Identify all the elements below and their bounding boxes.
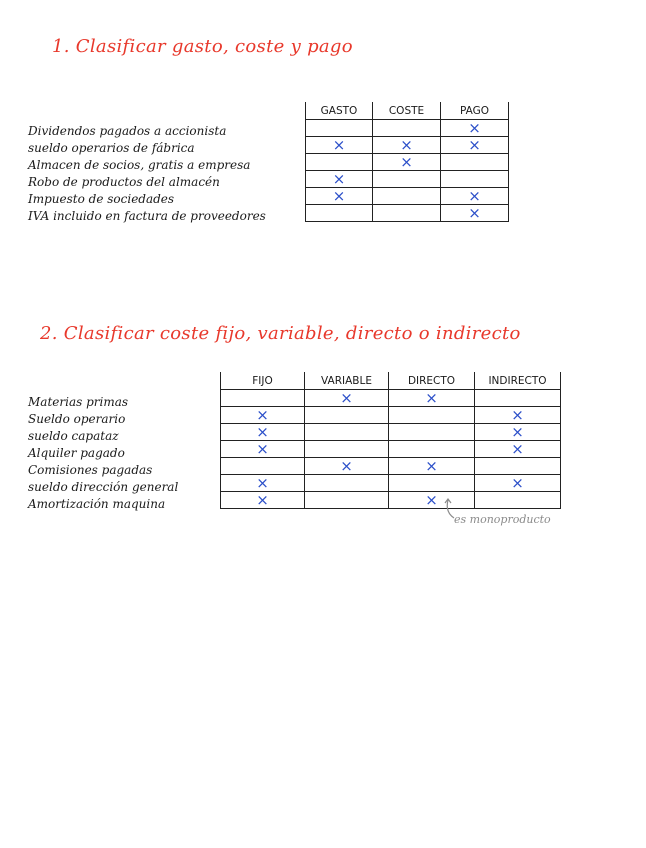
row-label: IVA incluido en factura de proveedores [28,209,266,223]
empty-cell [441,171,509,188]
check-mark-cell: × [373,137,441,154]
empty-cell [221,390,305,407]
empty-cell [475,390,561,407]
check-mark-cell: × [306,171,373,188]
empty-cell [306,205,373,222]
empty-cell [305,492,389,509]
table-row [221,424,561,441]
section1-row-labels [28,123,266,225]
row-label: Robo de productos del almacén [28,175,220,189]
check-mark-cell: × [389,458,475,475]
check-mark-cell: × [305,390,389,407]
check-mark-cell: × [306,188,373,205]
check-mark-cell: × [441,205,509,222]
table-row [306,137,509,154]
section1-table [305,102,509,222]
row-label: Almacen de socios, gratis a empresa [28,158,251,172]
empty-cell [389,441,475,458]
row-label: sueldo dirección general [28,480,179,494]
row-label: Amortización maquina [28,497,166,511]
table-row [221,492,561,509]
row-label: Impuesto de sociedades [28,192,175,206]
check-mark-cell: × [475,475,561,492]
empty-cell [305,424,389,441]
column-header: VARIABLE [305,372,389,390]
empty-cell [475,492,561,509]
table-row [221,407,561,424]
column-header: PAGO [441,102,509,120]
check-mark-cell: × [221,424,305,441]
check-mark-cell: × [221,407,305,424]
check-mark-cell: × [221,441,305,458]
empty-cell [221,458,305,475]
section2-title: 2. Clasificar coste fijo, variable, directo o indirecto [40,323,521,344]
empty-cell [306,120,373,137]
section1-title: 1. Clasificar gasto, coste y pago [52,36,353,57]
row-label: Sueldo operario [28,412,126,426]
empty-cell [305,407,389,424]
empty-cell [305,441,389,458]
check-mark-cell: × [389,492,475,509]
empty-cell [373,171,441,188]
check-mark-cell: × [475,424,561,441]
row-label: sueldo operarios de fábrica [28,141,195,155]
table-row [221,458,561,475]
check-mark-cell: × [475,407,561,424]
check-mark-cell: × [221,475,305,492]
column-header: GASTO [306,102,373,120]
table-row [306,205,509,222]
empty-cell [373,205,441,222]
empty-cell [389,424,475,441]
note-monoproducto: es monoproducto [454,513,551,526]
empty-cell [441,154,509,171]
check-mark-cell: × [373,154,441,171]
empty-cell [373,120,441,137]
table-row [306,120,509,137]
check-mark-cell: × [305,458,389,475]
column-header: COSTE [373,102,441,120]
empty-cell [475,458,561,475]
row-label: Dividendos pagados a accionista [28,124,227,138]
check-mark-cell: × [306,137,373,154]
table-row [221,475,561,492]
check-mark-cell: × [389,390,475,407]
empty-cell [306,154,373,171]
check-mark-cell: × [475,441,561,458]
row-label: Materias primas [28,395,129,409]
check-mark-cell: × [221,492,305,509]
empty-cell [389,475,475,492]
check-mark-cell: × [441,137,509,154]
section2-row-labels [28,394,178,513]
check-mark-cell: × [441,120,509,137]
check-mark-cell: × [441,188,509,205]
table-row [306,171,509,188]
table-row [221,441,561,458]
column-header: INDIRECTO [475,372,561,390]
row-label: sueldo capataz [28,429,119,443]
empty-cell [305,475,389,492]
empty-cell [389,407,475,424]
section2-table [220,372,561,509]
table-row [306,188,509,205]
row-label: Alquiler pagado [28,446,125,460]
table-row [306,154,509,171]
row-label: Comisiones pagadas [28,463,153,477]
table-row [221,390,561,407]
column-header: FIJO [221,372,305,390]
column-header: DIRECTO [389,372,475,390]
empty-cell [373,188,441,205]
